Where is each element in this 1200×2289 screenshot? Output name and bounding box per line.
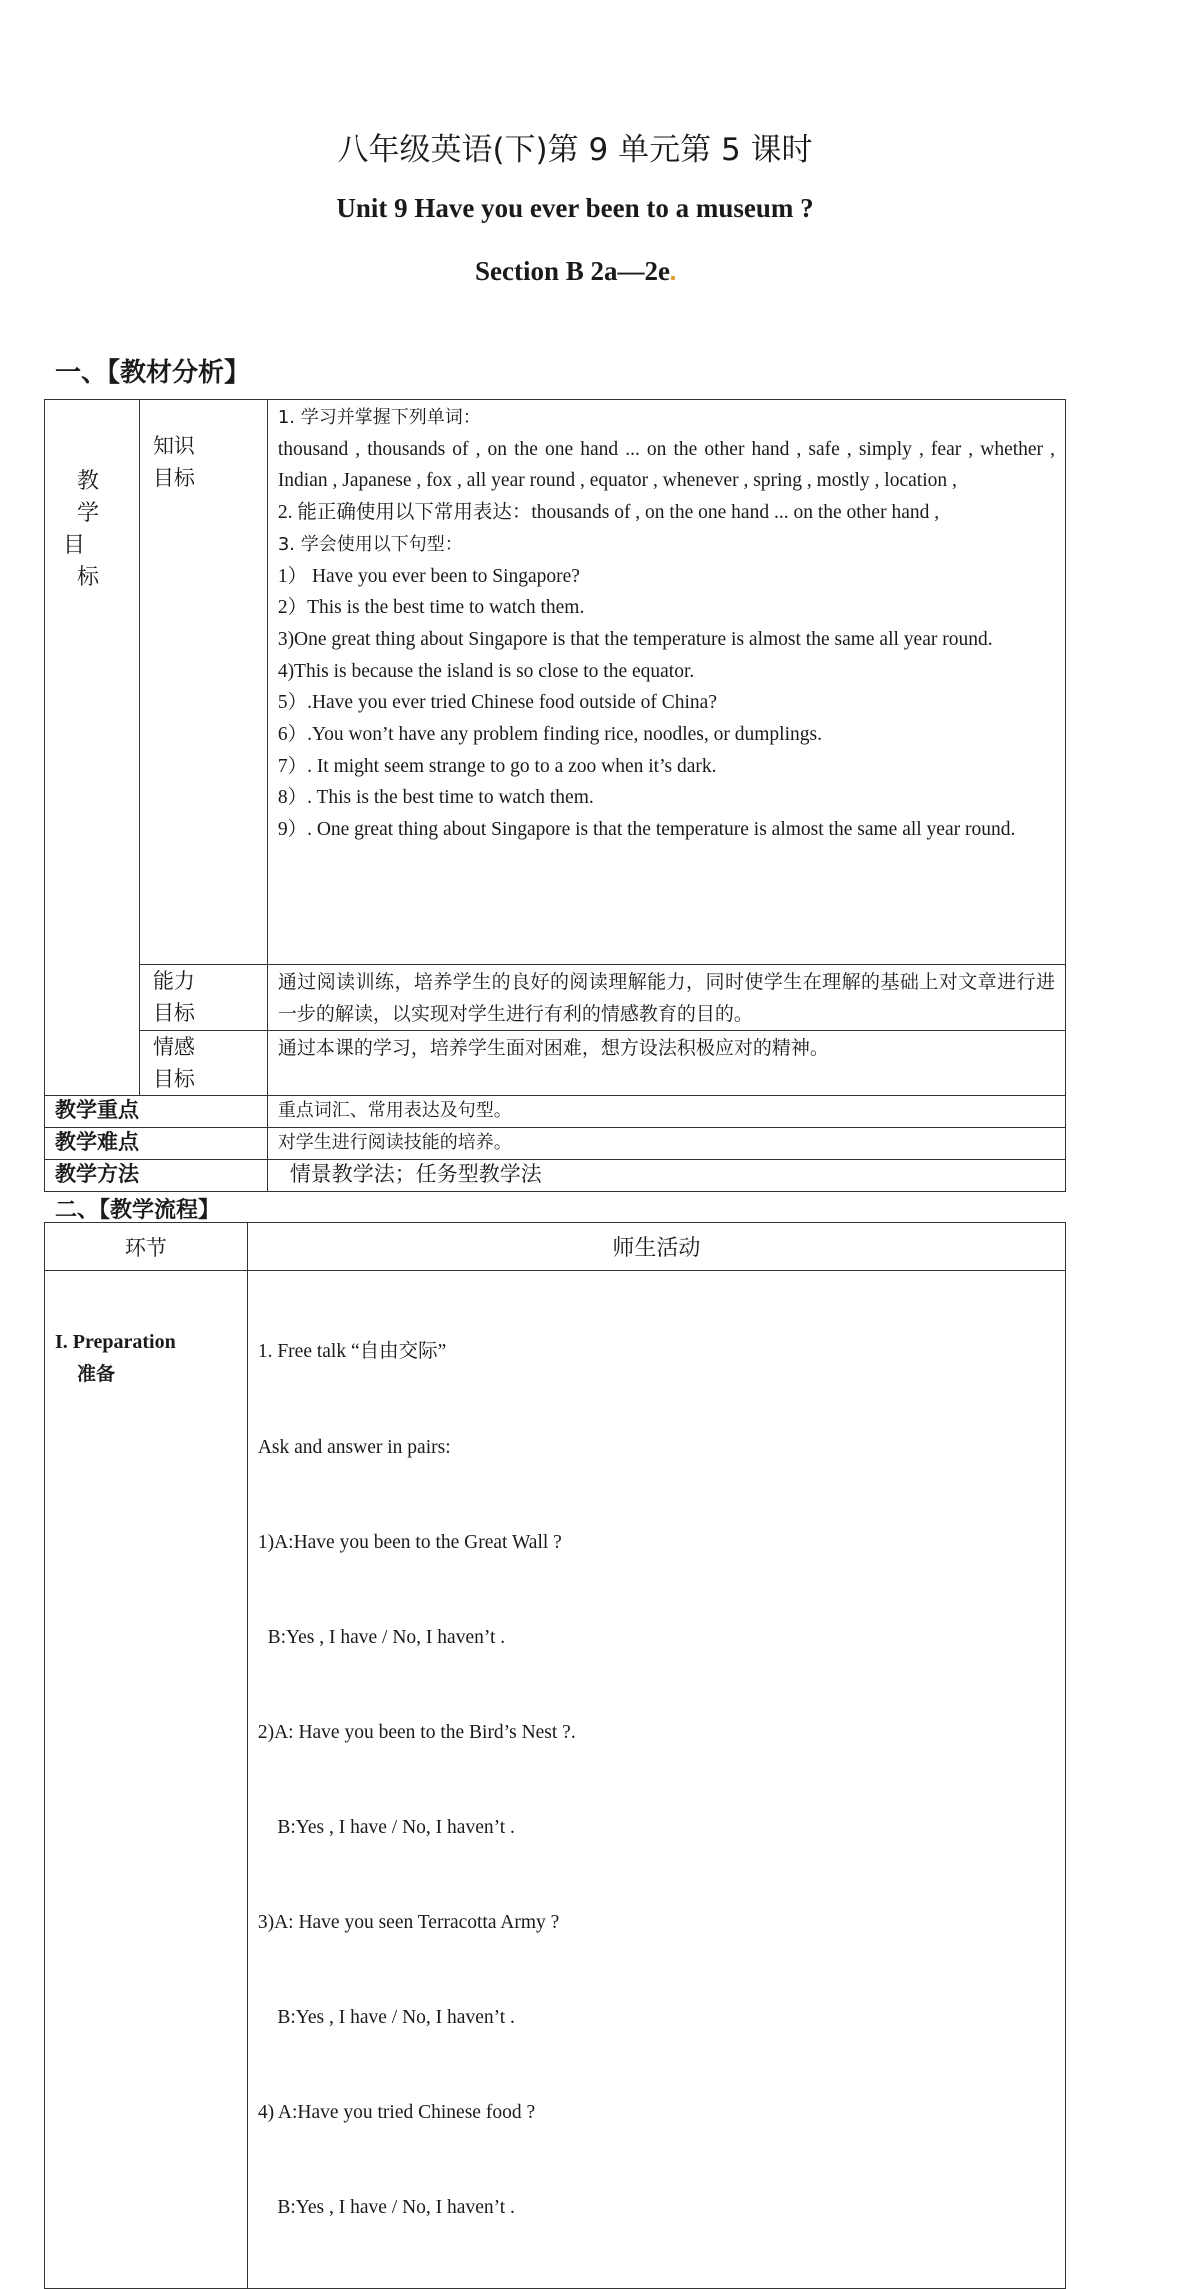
sentence-pattern: 8）. This is the best time to watch them. (277, 787, 594, 809)
ability-goals-label-cell (139, 965, 267, 1031)
activity-line: B:Yes , I have / No, I haven’t . (257, 2197, 515, 2219)
goals-char-1: 教 (77, 469, 100, 494)
ability-label-line2: 目标 (152, 1001, 195, 1025)
sentence-pattern: 9）. One great thing about Singapore is that the temperature is almost the same all year round. (277, 819, 1016, 841)
emotion-goals-content (267, 1031, 1065, 1096)
teaching-goals-label-cell (45, 400, 140, 1096)
knowledge-goals-label-cell (139, 400, 267, 965)
methods-label: 教学方法 (55, 1162, 139, 1187)
sentence-pattern: 6）.You won’t have any problem finding rice, noodles, or dumplings. (277, 724, 822, 746)
section-title-text: Section B 2a—2e (475, 256, 670, 286)
section2-heading: 二、【教学流程】 (55, 1198, 221, 1223)
knowledge-goals-content (267, 400, 1065, 965)
knowledge-line: 3. 学会使用以下句型： (277, 533, 463, 555)
activity-header-cell (247, 1223, 1065, 1271)
activity-line: 3)A: Have you seen Terracotta Army ? (257, 1912, 560, 1934)
unit-title: Unit 9 Have you ever been to a museum ? (336, 193, 814, 223)
methods-text: 情景教学法；任务型教学法 (289, 1162, 542, 1187)
ability-label-line1: 能力 (152, 969, 195, 993)
ability-text: 通过阅读训练，培养学生的良好的阅读理解能力，同时使学生在理解的基础上对文章进行进一步的解读，以实现对学生进行有利的情感教育的目的。 (277, 971, 1055, 1025)
vocabulary-list: thousand , thousands of , on the one hand ... on the other hand , safe , simply , fear , whether , Indian , Japanese , fox , all year round , equator , whenever , spring , mostly , location , (277, 438, 1055, 492)
knowledge-line: 2. 能正确使用以下常用表达：thousands of , on the one hand ... on the other hand , (277, 502, 940, 524)
emotion-text: 通过本课的学习，培养学生面对困难，想方设法积极应对的精神。 (277, 1037, 829, 1060)
methods-label-cell (45, 1160, 268, 1192)
emotion-label-line1: 情感 (152, 1035, 195, 1060)
sentence-pattern: 1） Have you ever been to Singapore? (277, 565, 580, 587)
teaching-process-table (44, 1222, 1066, 2289)
difficulties-text: 对学生进行阅读技能的培养。 (277, 1132, 512, 1154)
preparation-activity-cell (247, 1271, 1065, 2289)
activity-line: 1)A:Have you been to the Great Wall ? (257, 1531, 562, 1553)
emotion-label-line2: 目标 (152, 1067, 195, 1092)
activity-line: B:Yes , I have / No, I haven’t . (257, 1816, 515, 1838)
knowledge-label-line2: 目标 (152, 466, 195, 490)
sentence-pattern: 5）.Have you ever tried Chinese food outside of China? (277, 692, 717, 714)
sentence-pattern: 3)One great thing about Singapore is that the temperature is almost the same all year round. (277, 628, 993, 650)
emotion-goals-label-cell (139, 1031, 267, 1096)
key-points-label-cell (45, 1096, 268, 1128)
sentence-pattern: 7）. It might seem strange to go to a zoo when it’s dark. (277, 755, 717, 777)
activity-line: Ask and answer in pairs: (257, 1436, 451, 1458)
preparation-stage-cell (45, 1271, 248, 2289)
key-points-content (267, 1096, 1065, 1128)
knowledge-line: 1. 学习并掌握下列单词： (277, 407, 481, 428)
activity-column-header: 师生活动 (612, 1236, 701, 1261)
activity-line: 2)A: Have you been to the Bird’s Nest ?. (257, 1721, 576, 1743)
goals-char-3: 目 (63, 533, 86, 558)
activity-line: B:Yes , I have / No, I haven’t . (257, 1626, 506, 1648)
key-points-text: 重点词汇、常用表达及句型。 (277, 1100, 512, 1122)
goals-char-4: 标 (77, 565, 100, 590)
ability-goals-content (267, 965, 1065, 1031)
activity-line: 1. Free talk “自由交际” (257, 1341, 447, 1363)
activity-line: B:Yes , I have / No, I haven’t . (257, 2007, 515, 2029)
sentence-pattern: 2）This is the best time to watch them. (277, 597, 585, 619)
stage-name-cn: 准备 (77, 1363, 116, 1385)
methods-content (267, 1160, 1065, 1192)
stage-header-cell (45, 1223, 248, 1271)
stage-name-en: I. Preparation (55, 1331, 176, 1353)
difficulties-label: 教学难点 (55, 1130, 139, 1155)
document-title: 八年级英语(下)第 9 单元第 5 课时 (337, 132, 813, 168)
key-points-label: 教学重点 (55, 1098, 139, 1123)
knowledge-label-line1: 知识 (152, 434, 195, 458)
sentence-pattern: 4)This is because the island is so close to the equator. (277, 660, 695, 682)
stage-column-header: 环节 (124, 1235, 167, 1260)
goals-char-2: 学 (77, 501, 100, 526)
section1-heading: 一、【教材分析】 (55, 358, 251, 388)
teaching-analysis-table (44, 399, 1066, 1192)
difficulties-label-cell (45, 1128, 268, 1160)
difficulties-content (267, 1128, 1065, 1160)
section-title (0, 256, 1150, 287)
activity-line: 4) A:Have you tried Chinese food ? (257, 2102, 536, 2124)
